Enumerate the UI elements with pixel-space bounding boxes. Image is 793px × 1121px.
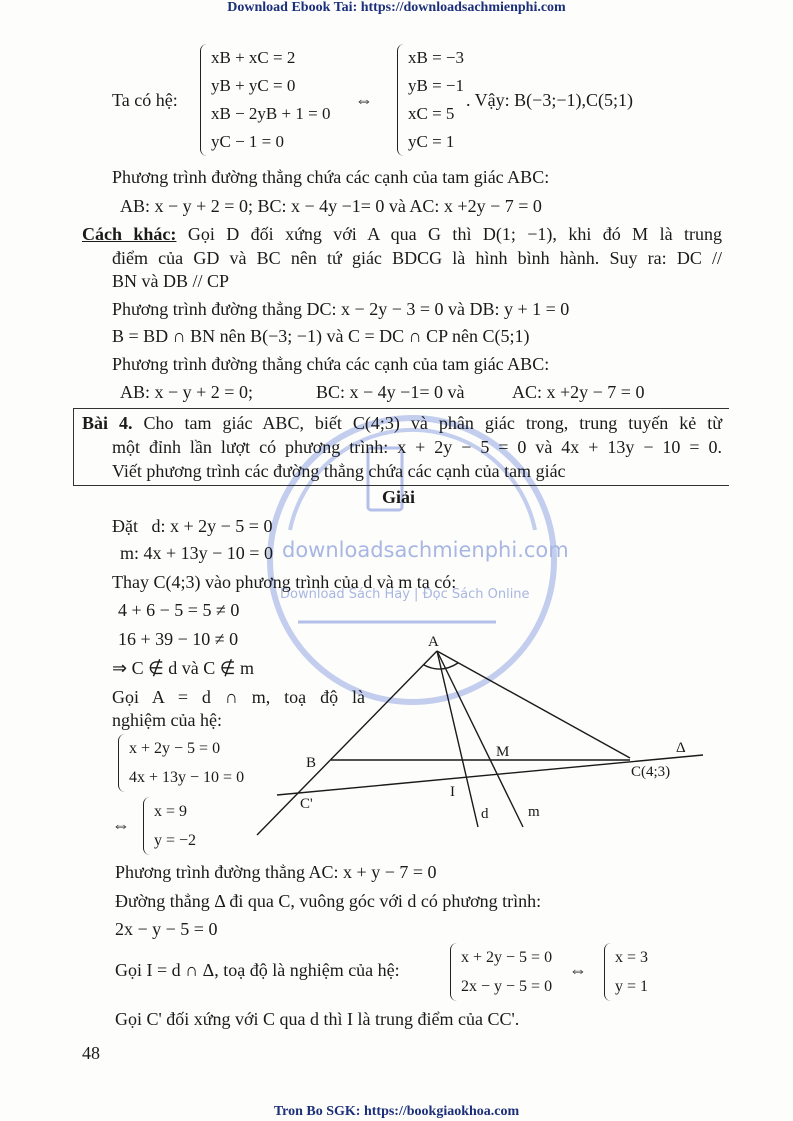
text-line: Phương trình đường thẳng AC: x + y − 7 = 0 xyxy=(115,862,437,882)
equation: y = −2 xyxy=(154,832,197,849)
equation: xB = −3 xyxy=(408,48,465,67)
label-a: A xyxy=(428,634,439,650)
text-line: 16 + 39 − 10 ≠ 0 xyxy=(118,629,239,649)
text-line: điểm của GD và BC nên tứ giác BDCG là hình bình hành. Suy ra: DC // xyxy=(112,248,722,268)
equation: yC = 1 xyxy=(408,132,455,151)
text: Cho tam giác ABC, biết C(4;3) và phân giác trong, trung tuyến kẻ từ xyxy=(132,413,722,433)
equiv-symbol: ⇔ xyxy=(569,960,587,980)
header-link[interactable]: Download Ebook Tai: https://downloadsachmienphi.com xyxy=(227,0,566,15)
watermark-site: downloadsachmienphi.com xyxy=(282,538,569,562)
text-line: Gọi A = d ∩ m, toạ độ là xyxy=(112,687,365,707)
equiv-symbol: ⇔ xyxy=(355,90,373,110)
text-line: Phương trình đường thẳng chứa các cạnh của tam giác ABC: xyxy=(112,354,550,374)
equation: y = 1 xyxy=(615,978,649,995)
text-line: Gọi C' đối xứng với C qua d thì I là trung điểm của CC'. xyxy=(115,1009,520,1029)
problem-label: Bài 4. xyxy=(82,413,133,433)
text-line: 2x − y − 5 = 0 xyxy=(115,919,218,939)
label-i: I xyxy=(450,784,455,800)
text-line: Đặt d: x + 2y − 5 = 0 xyxy=(112,516,273,536)
text-line: nghiệm của hệ: xyxy=(112,710,222,730)
watermark-tagline: Download Sách Hay | Đọc Sách Online xyxy=(280,587,530,602)
alt-label: Cách khác: xyxy=(82,224,177,244)
text-line: Đường thẳng Δ đi qua C, vuông góc với d có phương trình: xyxy=(115,891,542,911)
equation: xB + xC = 2 xyxy=(211,48,296,67)
equation: yB + yC = 0 xyxy=(211,76,296,95)
equation: yC − 1 = 0 xyxy=(211,132,285,151)
text-line: Phương trình đường thẳng chứa các cạnh của tam giác ABC: xyxy=(112,167,550,187)
line-m xyxy=(437,651,523,827)
text-line: Gọi I = d ∩ Δ, toạ độ là nghiệm của hệ: xyxy=(115,960,400,980)
text-line: 4 + 6 − 5 = 5 ≠ 0 xyxy=(118,600,240,620)
label-c-prime: C' xyxy=(300,796,313,812)
text-line: một đỉnh lần lượt có phương trình: x + 2y − 5 = 0 và 4x + 13y − 10 = 0. xyxy=(112,437,722,457)
equation: x + 2y − 5 = 0 xyxy=(461,949,553,966)
text-line: Thay C(4;3) vào phương trình của d và m ta có: xyxy=(112,572,457,592)
equation: xB − 2yB + 1 = 0 xyxy=(211,104,331,123)
label-b: B xyxy=(306,755,317,771)
eq-bc: BC: x − 4y −1= 0 và xyxy=(316,382,465,402)
text-line: BN và DB // CP xyxy=(112,271,230,291)
label-m-point: M xyxy=(496,744,510,760)
conclusion: . Vậy: B(−3;−1),C(5;1) xyxy=(466,90,633,110)
equation: xC = 5 xyxy=(408,104,455,123)
equation: 4x + 13y − 10 = 0 xyxy=(129,769,245,786)
equation: x + 2y − 5 = 0 xyxy=(129,740,221,757)
text-line: ⇒ C ∉ d và C ∉ m xyxy=(112,658,254,678)
text-line: Phương trình đường thẳng DC: x − 2y − 3 = 0 và DB: y + 1 = 0 xyxy=(112,299,570,319)
solution-title: Giải xyxy=(382,487,416,507)
line-d xyxy=(437,651,478,827)
label-d: d xyxy=(481,806,489,822)
intro-text: Ta có hệ: xyxy=(112,90,178,110)
equation: 2x − y − 5 = 0 xyxy=(461,978,553,995)
footer-link[interactable]: Tron Bo SGK: https://bookgiaokhoa.com xyxy=(273,1104,520,1119)
line-ab xyxy=(257,651,437,835)
equation: yB = −1 xyxy=(408,76,465,95)
text-line: m: 4x + 13y − 10 = 0 xyxy=(120,543,273,563)
eq-ac: AC: x +2y − 7 = 0 xyxy=(512,382,645,402)
page-number: 48 xyxy=(82,1043,100,1063)
equation: x = 3 xyxy=(615,949,649,966)
text-line: Viết phương trình các đường thẳng chứa các cạnh của tam giác xyxy=(112,461,566,481)
equiv-symbol: ⇔ xyxy=(112,815,130,835)
label-c: C(4;3) xyxy=(631,764,671,780)
eq-ab: AB: x − y + 2 = 0; xyxy=(120,382,253,402)
text-line: AB: x − y + 2 = 0; BC: x − 4y −1= 0 và AC: x +2y − 7 = 0 xyxy=(120,196,542,216)
label-m-line: m xyxy=(528,804,540,820)
line-ac xyxy=(437,651,630,758)
text-line: B = BD ∩ BN nên B(−3; −1) và C = DC ∩ CP nên C(5;1) xyxy=(112,326,530,346)
text: Gọi D đối xứng với A qua G thì D(1; −1), khi đó M là trung xyxy=(176,224,722,244)
label-delta: Δ xyxy=(676,740,686,756)
equation: x = 9 xyxy=(154,803,188,820)
